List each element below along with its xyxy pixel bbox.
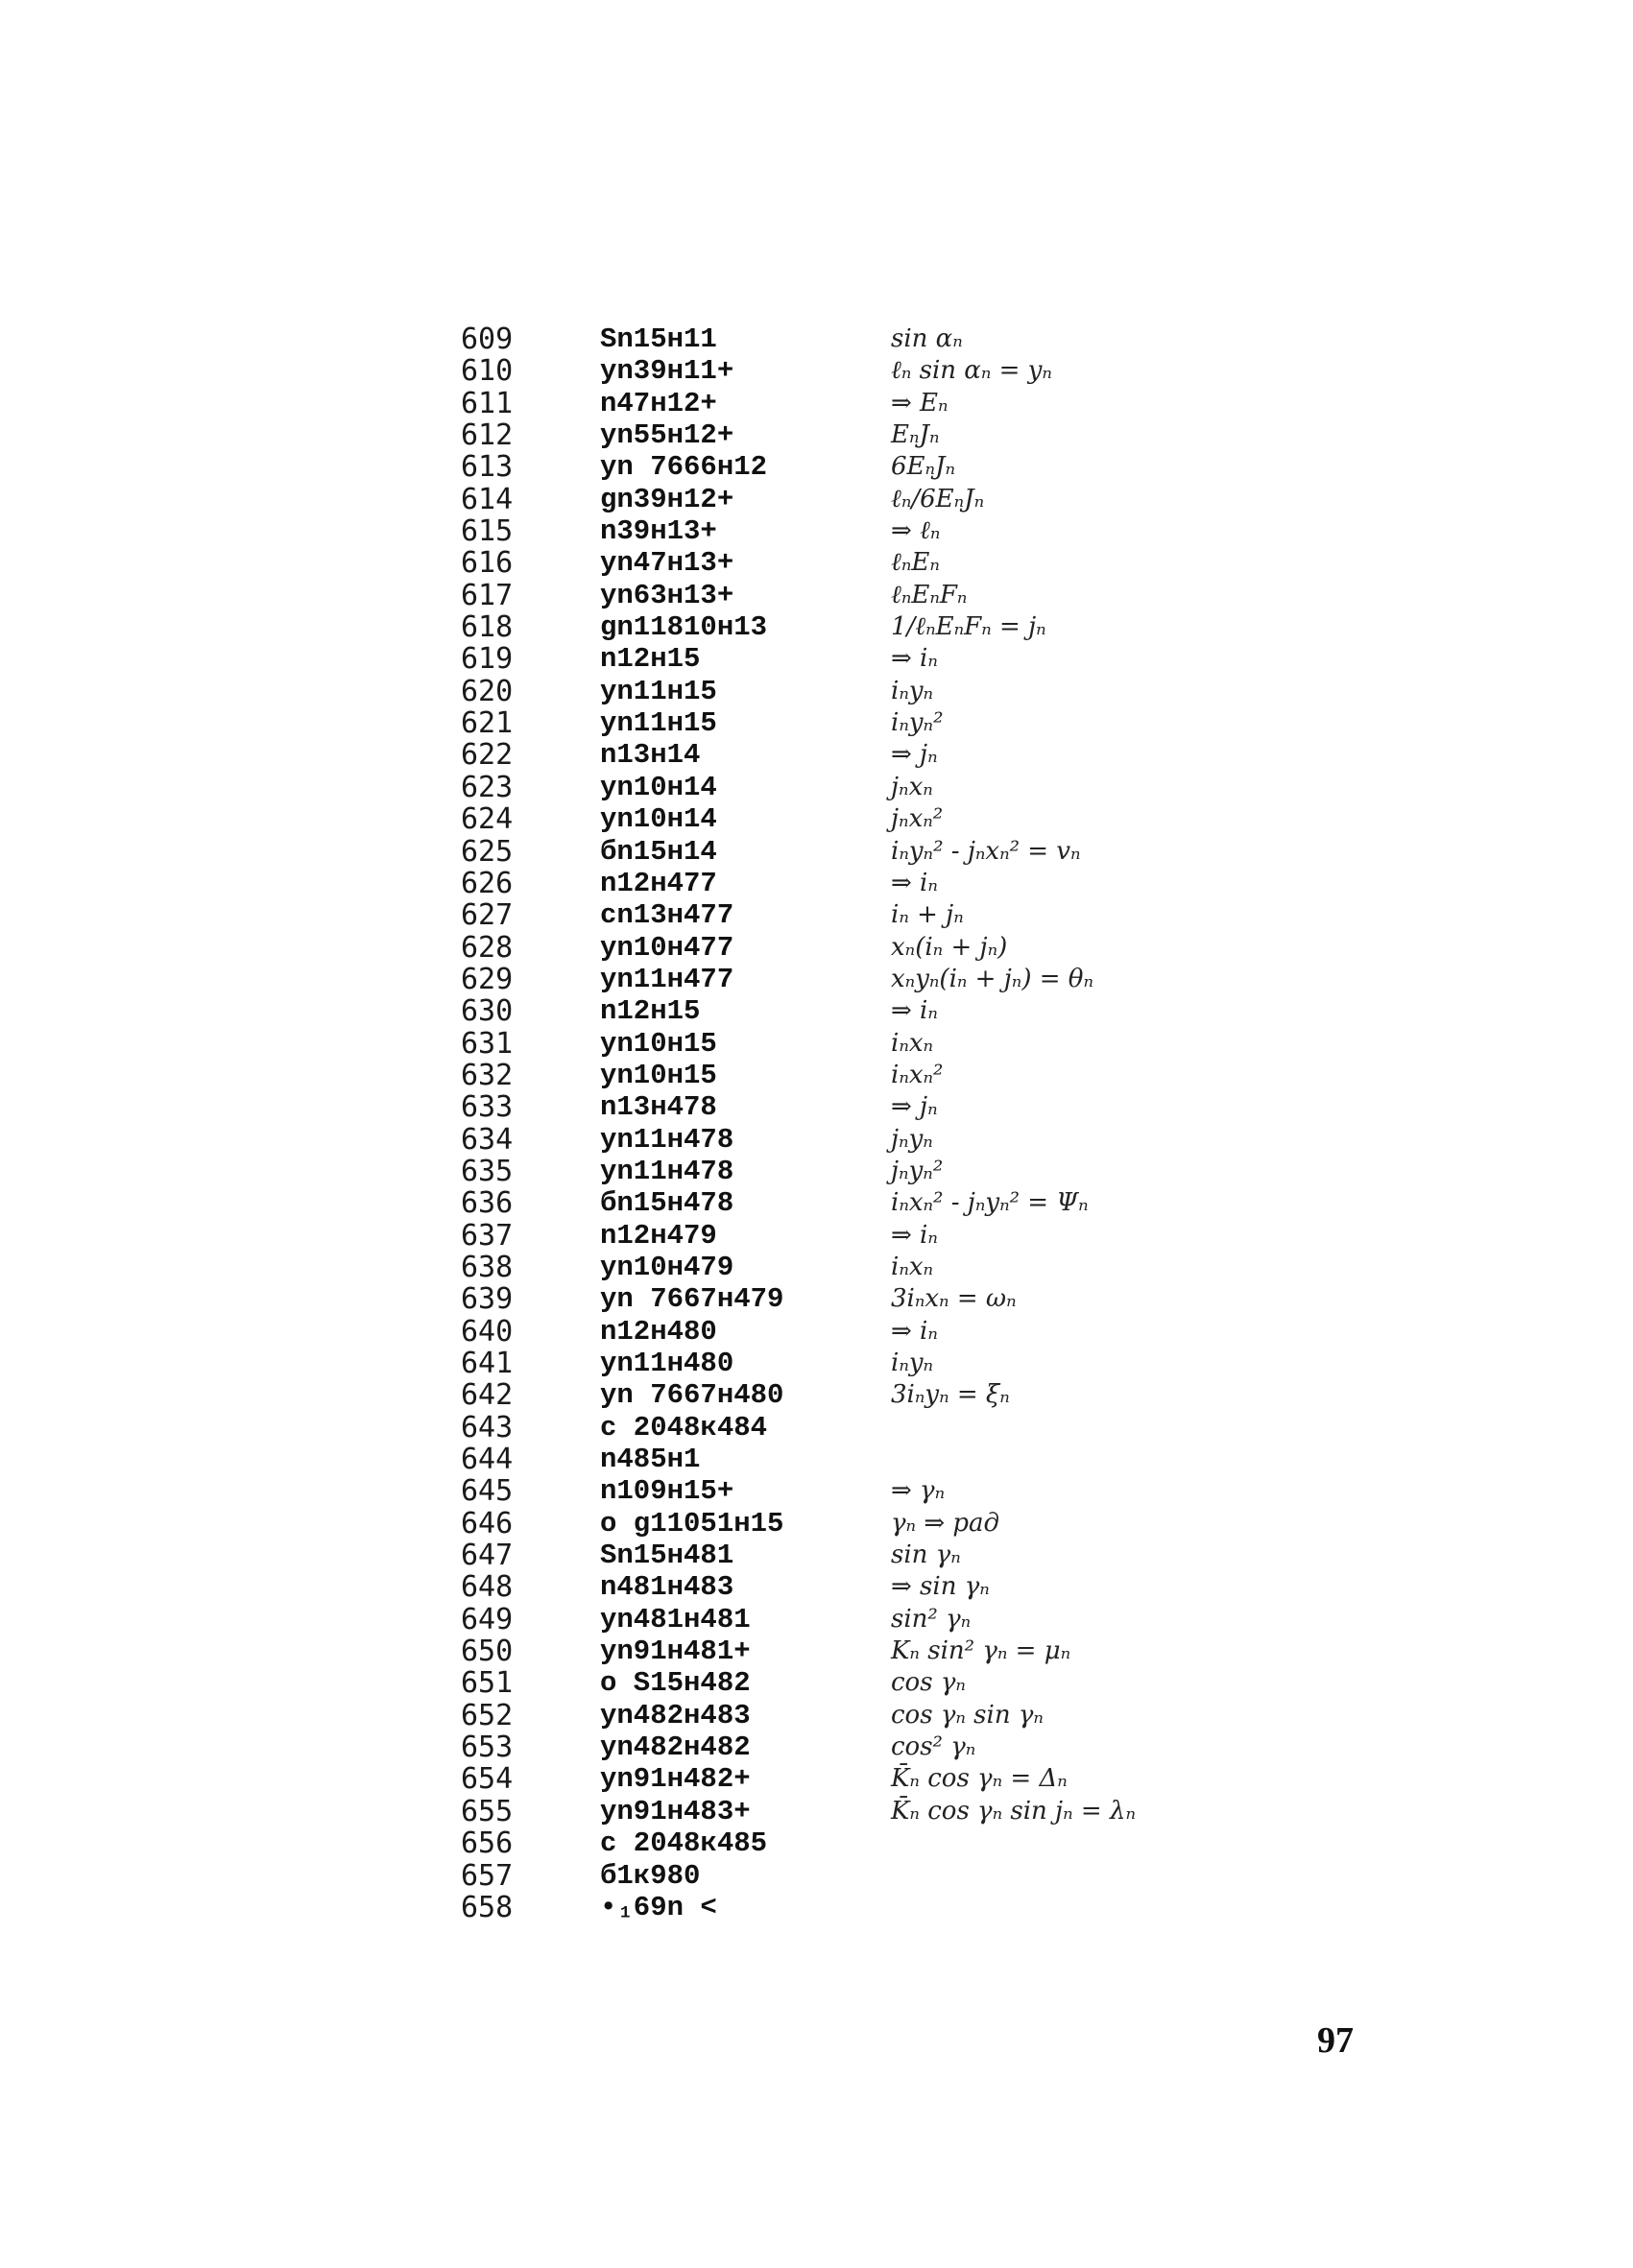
- listing-row: [461, 1700, 1152, 1731]
- listing-row: [461, 451, 1152, 483]
- step-number: 639: [461, 1282, 514, 1317]
- listing-row: [461, 772, 1152, 803]
- instruction-code: n12н15: [600, 995, 701, 1028]
- instruction-code: yn481н481: [600, 1603, 751, 1635]
- listing-row: [461, 1508, 1152, 1540]
- instruction-code: yn39н11+: [600, 355, 734, 388]
- listing-row: [461, 1028, 1152, 1060]
- listing-row: [461, 1892, 1152, 1923]
- step-number: 618: [461, 610, 514, 645]
- step-number: 629: [461, 962, 514, 996]
- instruction-code: yn10н477: [600, 931, 734, 964]
- step-number: 613: [461, 450, 514, 485]
- step-number: 612: [461, 418, 514, 453]
- step-number: 622: [461, 738, 514, 773]
- step-number: 638: [461, 1250, 514, 1284]
- listing-row: [461, 1444, 1152, 1475]
- listing-row: [461, 547, 1152, 579]
- step-number: 656: [461, 1826, 514, 1861]
- step-number: 628: [461, 930, 514, 965]
- instruction-code: yn10н479: [600, 1251, 734, 1283]
- step-number: 624: [461, 802, 514, 837]
- listing-row: [461, 707, 1152, 739]
- step-number: 615: [461, 514, 514, 549]
- handwritten-comment: ⇒ sin γₙ: [891, 1572, 990, 1602]
- step-number: 646: [461, 1506, 514, 1540]
- listing-row: [461, 1348, 1152, 1379]
- handwritten-comment: iₙ + jₙ: [891, 900, 964, 930]
- listing-row: [461, 932, 1152, 964]
- instruction-code: yn482н482: [600, 1731, 751, 1764]
- step-number: 650: [461, 1635, 514, 1669]
- instruction-code: n12н15: [600, 643, 701, 676]
- step-number: 611: [461, 386, 514, 420]
- instruction-code: n12н480: [600, 1315, 717, 1348]
- step-number: 645: [461, 1474, 514, 1509]
- handwritten-comment: ⇒ jₙ: [891, 1092, 938, 1122]
- instruction-code: бn15н478: [600, 1187, 734, 1220]
- step-number: 614: [461, 482, 514, 516]
- listing-row: [461, 1124, 1152, 1156]
- handwritten-comment: jₙyₙ: [891, 1124, 933, 1154]
- instruction-code: yn55н12+: [600, 419, 734, 452]
- step-number: 653: [461, 1731, 514, 1765]
- handwritten-comment: iₙyₙ: [891, 676, 934, 705]
- listing-row: [461, 899, 1152, 931]
- listing-row: [461, 1187, 1152, 1219]
- instruction-code: yn11н480: [600, 1348, 734, 1379]
- handwritten-comment: ⇒ iₙ: [891, 1316, 938, 1346]
- handwritten-comment: 3iₙxₙ = ωₙ: [891, 1284, 1017, 1314]
- handwritten-comment: ⇒ jₙ: [891, 740, 938, 770]
- handwritten-comment: ⇒ ℓₙ: [891, 516, 941, 546]
- page-number: 97: [1317, 2020, 1354, 2061]
- listing-row: [461, 964, 1152, 995]
- listing-row: [461, 1635, 1152, 1667]
- listing-row: [461, 1604, 1152, 1635]
- handwritten-comment: xₙyₙ(iₙ + jₙ) = θₙ: [891, 964, 1093, 993]
- handwritten-comment: Kₙ sin² γₙ = μₙ: [891, 1636, 1071, 1666]
- instruction-code: yn63н13+: [600, 579, 734, 611]
- handwritten-comment: 6EₙJₙ: [891, 452, 956, 482]
- instruction-code: c 2048к484: [600, 1411, 768, 1444]
- step-number: 658: [461, 1890, 514, 1924]
- listing-row: [461, 1475, 1152, 1507]
- instruction-code: n39н13+: [600, 515, 717, 548]
- handwritten-comment: cos γₙ sin γₙ: [891, 1700, 1044, 1730]
- instruction-code: Sn15н11: [600, 323, 717, 355]
- listing-row: [461, 355, 1152, 387]
- instruction-code: n12н479: [600, 1219, 717, 1252]
- handwritten-comment: ⇒ Eₙ: [891, 388, 949, 418]
- instruction-code: Sn15н481: [600, 1540, 734, 1572]
- handwritten-comment: ⇒ γₙ: [891, 1476, 946, 1506]
- handwritten-comment: jₙxₙ²: [891, 804, 944, 834]
- instruction-code: cn13н477: [600, 899, 734, 932]
- step-number: 630: [461, 994, 514, 1029]
- step-number: 634: [461, 1122, 514, 1157]
- handwritten-comment: ℓₙEₙ: [891, 548, 940, 578]
- listing-row: [461, 580, 1152, 611]
- instruction-code: yn11н478: [600, 1155, 734, 1187]
- listing-row: [461, 611, 1152, 643]
- instruction-code: yn10н15: [600, 1059, 717, 1091]
- instruction-code: yn482н483: [600, 1699, 751, 1731]
- handwritten-comment: γₙ ⇒ рад: [891, 1508, 1000, 1538]
- listing-row: [461, 1252, 1152, 1283]
- listing-row: [461, 1379, 1152, 1411]
- instruction-code: •₁69n <: [600, 1891, 717, 1923]
- step-number: 652: [461, 1698, 514, 1732]
- listing-row: [461, 388, 1152, 419]
- handwritten-comment: xₙ(iₙ + jₙ): [891, 932, 1008, 962]
- listing-row: [461, 803, 1152, 835]
- listing-row: [461, 1571, 1152, 1603]
- instruction-code: yn91н481+: [600, 1635, 751, 1668]
- program-listing: [461, 323, 1152, 1923]
- instruction-code: n481н483: [600, 1571, 734, 1604]
- instruction-code: yn91н482+: [600, 1763, 751, 1796]
- step-number: 626: [461, 866, 514, 900]
- instruction-code: yn11н478: [600, 1123, 734, 1156]
- listing-row: [461, 995, 1152, 1027]
- step-number: 631: [461, 1026, 514, 1061]
- handwritten-comment: 3iₙyₙ = ξₙ: [891, 1380, 1010, 1410]
- instruction-code: yn 7667н479: [600, 1283, 784, 1316]
- handwritten-comment: sin αₙ: [891, 324, 963, 353]
- listing-row: [461, 484, 1152, 515]
- listing-row: [461, 1860, 1152, 1892]
- listing-row: [461, 515, 1152, 547]
- instruction-code: yn91н483+: [600, 1795, 751, 1827]
- step-number: 648: [461, 1570, 514, 1605]
- listing-row: [461, 1283, 1152, 1315]
- instruction-code: c 2048к485: [600, 1827, 768, 1860]
- instruction-code: n13н478: [600, 1091, 717, 1124]
- instruction-code: gn39н12+: [600, 483, 734, 515]
- handwritten-comment: ℓₙ/6EₙJₙ: [891, 484, 985, 513]
- instruction-code: yn10н14: [600, 771, 717, 803]
- handwritten-comment: ℓₙ sin αₙ = yₙ: [891, 356, 1052, 386]
- step-number: 654: [461, 1762, 514, 1797]
- instruction-code: yn47н13+: [600, 547, 734, 580]
- step-number: 621: [461, 706, 514, 741]
- listing-row: [461, 676, 1152, 707]
- instruction-code: yn 7667н480: [600, 1379, 784, 1412]
- handwritten-comment: ⇒ iₙ: [891, 1220, 938, 1250]
- handwritten-comment: sin² γₙ: [891, 1604, 972, 1634]
- handwritten-comment: iₙxₙ²: [891, 1060, 944, 1089]
- handwritten-comment: cos² γₙ: [891, 1732, 976, 1762]
- step-number: 651: [461, 1666, 514, 1701]
- instruction-code: n109н15+: [600, 1475, 734, 1508]
- handwritten-comment: iₙxₙ: [891, 1028, 934, 1058]
- handwritten-comment: ℓₙEₙFₙ: [891, 580, 968, 609]
- listing-row: [461, 1412, 1152, 1444]
- step-number: 637: [461, 1218, 514, 1253]
- handwritten-comment: iₙyₙ: [891, 1349, 934, 1377]
- instruction-code: n13н14: [600, 739, 701, 772]
- listing-row: [461, 1796, 1152, 1827]
- handwritten-comment: ⇒ iₙ: [891, 644, 938, 674]
- step-number: 636: [461, 1186, 514, 1221]
- listing-row: [461, 1316, 1152, 1348]
- step-number: 655: [461, 1794, 514, 1828]
- instruction-code: o g11051н15: [600, 1507, 784, 1540]
- listing-row: [461, 1091, 1152, 1123]
- step-number: 647: [461, 1539, 514, 1573]
- listing-row: [461, 1827, 1152, 1859]
- instruction-code: yn 7666н12: [600, 451, 768, 484]
- instruction-code: yn10н14: [600, 803, 717, 836]
- step-number: 625: [461, 834, 514, 869]
- listing-row: [461, 1763, 1152, 1795]
- listing-row: [461, 323, 1152, 355]
- step-number: 644: [461, 1443, 514, 1477]
- step-number: 649: [461, 1602, 514, 1636]
- handwritten-comment: jₙxₙ: [891, 772, 933, 801]
- handwritten-comment: ⇒ iₙ: [891, 996, 938, 1026]
- step-number: 617: [461, 578, 514, 612]
- step-number: 627: [461, 898, 514, 933]
- step-number: 635: [461, 1154, 514, 1188]
- handwritten-comment: EₙJₙ: [891, 420, 940, 450]
- step-number: 657: [461, 1858, 514, 1893]
- instruction-code: б1к980: [600, 1859, 701, 1892]
- handwritten-comment: 1/ℓₙEₙFₙ = jₙ: [891, 612, 1046, 642]
- instruction-code: yn10н15: [600, 1027, 717, 1060]
- instruction-code: n12н477: [600, 867, 717, 899]
- step-number: 616: [461, 546, 514, 581]
- handwritten-comment: iₙxₙ² - jₙyₙ² = Ψₙ: [891, 1188, 1089, 1218]
- instruction-code: yn11н15: [600, 675, 717, 707]
- step-number: 623: [461, 770, 514, 804]
- handwritten-comment: ⇒ iₙ: [891, 868, 938, 897]
- listing-row: [461, 1667, 1152, 1699]
- listing-row: [461, 868, 1152, 899]
- step-number: 633: [461, 1090, 514, 1125]
- instruction-code: n485н1: [600, 1444, 701, 1476]
- listing-row: [461, 643, 1152, 675]
- instruction-code: бn15н14: [600, 835, 717, 868]
- instruction-code: gn11810н13: [600, 611, 768, 644]
- step-number: 620: [461, 674, 514, 708]
- step-number: 619: [461, 642, 514, 677]
- step-number: 643: [461, 1410, 514, 1444]
- listing-row: [461, 836, 1152, 868]
- handwritten-comment: K̄ₙ cos γₙ sin jₙ = λₙ: [891, 1796, 1136, 1826]
- handwritten-comment: jₙyₙ²: [891, 1156, 944, 1185]
- handwritten-comment: iₙyₙ² - jₙxₙ² = vₙ: [891, 836, 1081, 866]
- instruction-code: yn11н477: [600, 963, 734, 995]
- listing-row: [461, 1220, 1152, 1252]
- handwritten-comment: K̄ₙ cos γₙ = Δₙ: [891, 1764, 1068, 1794]
- step-number: 632: [461, 1058, 514, 1092]
- handwritten-comment: iₙyₙ²: [891, 708, 944, 738]
- instruction-code: yn11н15: [600, 707, 717, 740]
- step-number: 641: [461, 1347, 514, 1380]
- listing-row: [461, 419, 1152, 451]
- step-number: 609: [461, 322, 514, 356]
- handwritten-comment: iₙxₙ: [891, 1252, 934, 1281]
- handwritten-comment: cos γₙ: [891, 1668, 966, 1698]
- handwritten-comment: sin γₙ: [891, 1540, 961, 1570]
- step-number: 642: [461, 1378, 514, 1413]
- listing-row: [461, 1060, 1152, 1091]
- listing-row: [461, 739, 1152, 771]
- listing-row: [461, 1540, 1152, 1571]
- instruction-code: n47н12+: [600, 387, 717, 419]
- step-number: 610: [461, 354, 514, 389]
- listing-row: [461, 1156, 1152, 1187]
- listing-row: [461, 1731, 1152, 1763]
- instruction-code: o S15н482: [600, 1667, 751, 1700]
- step-number: 640: [461, 1314, 514, 1349]
